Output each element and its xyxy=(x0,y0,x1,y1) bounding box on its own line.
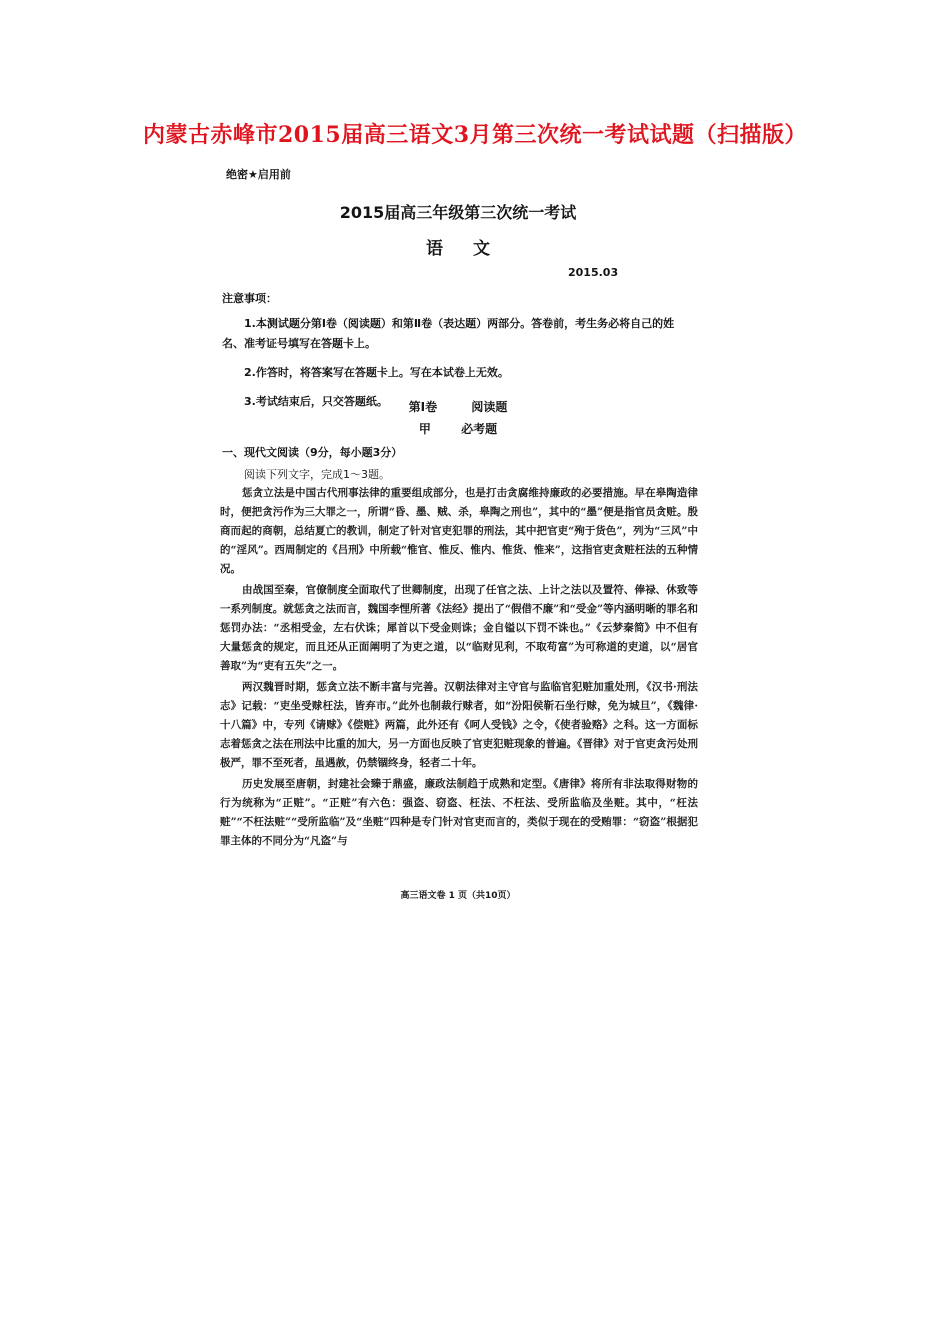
document-title: 内蒙古赤峰市2015届高三语文3月第三次统一考试试题（扫描版） xyxy=(142,122,808,148)
section-instruction: 阅读下列文字，完成1～3题。 xyxy=(244,468,390,481)
section-heading: 一、现代文阅读（9分，每小题3分） xyxy=(222,446,403,459)
exam-date: 2015.03 xyxy=(568,266,619,279)
passage-paragraph: 历史发展至唐朝，封建社会臻于鼎盛，廉政法制趋于成熟和定型。《唐律》将所有非法取得财物的行为统称为“正赃”。“正赃”有六色：强盗、窃盗、枉法、不枉法、受所监临及坐赃。其中，“枉法赃”“不枉法赃”“受所监临”及“坐赃”四种是专门针对官吏而言的，类似于现在的受贿罪：“窃盗”根据犯罪主体的不同分为“凡盗”与 xyxy=(220,778,698,847)
passage-paragraph: 惩贪立法是中国古代刑事法律的重要组成部分，也是打击贪腐维持廉政的必要措施。早在皋陶造律时，便把贪污作为三大罪之一，所谓“昏、墨、贼、杀，皋陶之刑也”，其中的“墨”便是指官员贪赃。殷商而起的商朝，总结夏亡的教训，制定了针对官吏犯罪的刑法，其中把官吏“殉于货色”，列为“三风”中的“淫风”。西周制定的《吕刑》中所载“惟官、惟反、惟内、惟货、惟来”，这指官吏贪赃枉法的五种情况。 xyxy=(220,487,699,575)
notes-heading: 注意事项： xyxy=(222,292,277,305)
confidential-seal: 绝密★启用前 xyxy=(226,168,291,181)
reading-passage xyxy=(220,484,698,853)
volume-heading: 第Ⅰ卷 阅读题 xyxy=(408,400,508,414)
scanned-exam-page xyxy=(216,166,700,906)
passage-paragraph: 两汉魏晋时期，惩贪立法不断丰富与完善。汉朝法律对主守官与监临官犯赃加重处刑，《汉书·刑法志》记载：“吏坐受赇枉法，皆弃市。”此外也制裁行赇者，如“汾阳侯靳石坐行赇，免为城旦”，《魏律·十八篇》中，专列《请赇》《偿赃》两篇，此外还有《呵人受钱》之令，《使者验赂》之科。这一方面标志着惩贪之法在刑法中比重的加大，另一方面也反映了官吏犯赃现象的普遍。《晋律》对于官吏贪污处刑极严，罪不至死者，虽遇赦，仍禁锢终身，轻者二十年。 xyxy=(220,681,698,769)
part-heading: 甲 必考题 xyxy=(418,422,498,436)
exam-title: 2015届高三年级第三次统一考试 xyxy=(339,203,577,222)
passage-paragraph: 由战国至秦，官僚制度全面取代了世卿制度，出现了任官之法、上计之法以及置符、俸禄、休致等一系列制度。就惩贪之法而言，魏国李悝所著《法经》提出了“假借不廉”和“受金”等内涵明晰的罪名和惩罚办法：“丞相受金，左右伏诛；犀首以下受金则诛；金自镒以下罚不诛也。”《云梦秦简》中不但有大量惩贪的规定，而且还从正面阐明了为吏之道，以“临财见利，不取苟富”为可称道的吏道，以“居官善取”为“吏有五失”之一。 xyxy=(220,584,699,672)
subject-title: 语文 xyxy=(426,239,520,259)
page-footer: 高三语文卷 1 页（共10页） xyxy=(400,891,516,901)
note-item: 1.本测试题分第Ⅰ卷（阅读题）和第Ⅱ卷（表达题）两部分。答卷前，考生务必将自己的姓名、准考证号填写在答题卡上。 xyxy=(222,317,675,350)
note-item: 2.作答时，将答案写在答题卡上。写在本试卷上无效。 xyxy=(244,366,509,379)
note-item: 3.考试结束后，只交答题纸。 xyxy=(244,395,388,408)
